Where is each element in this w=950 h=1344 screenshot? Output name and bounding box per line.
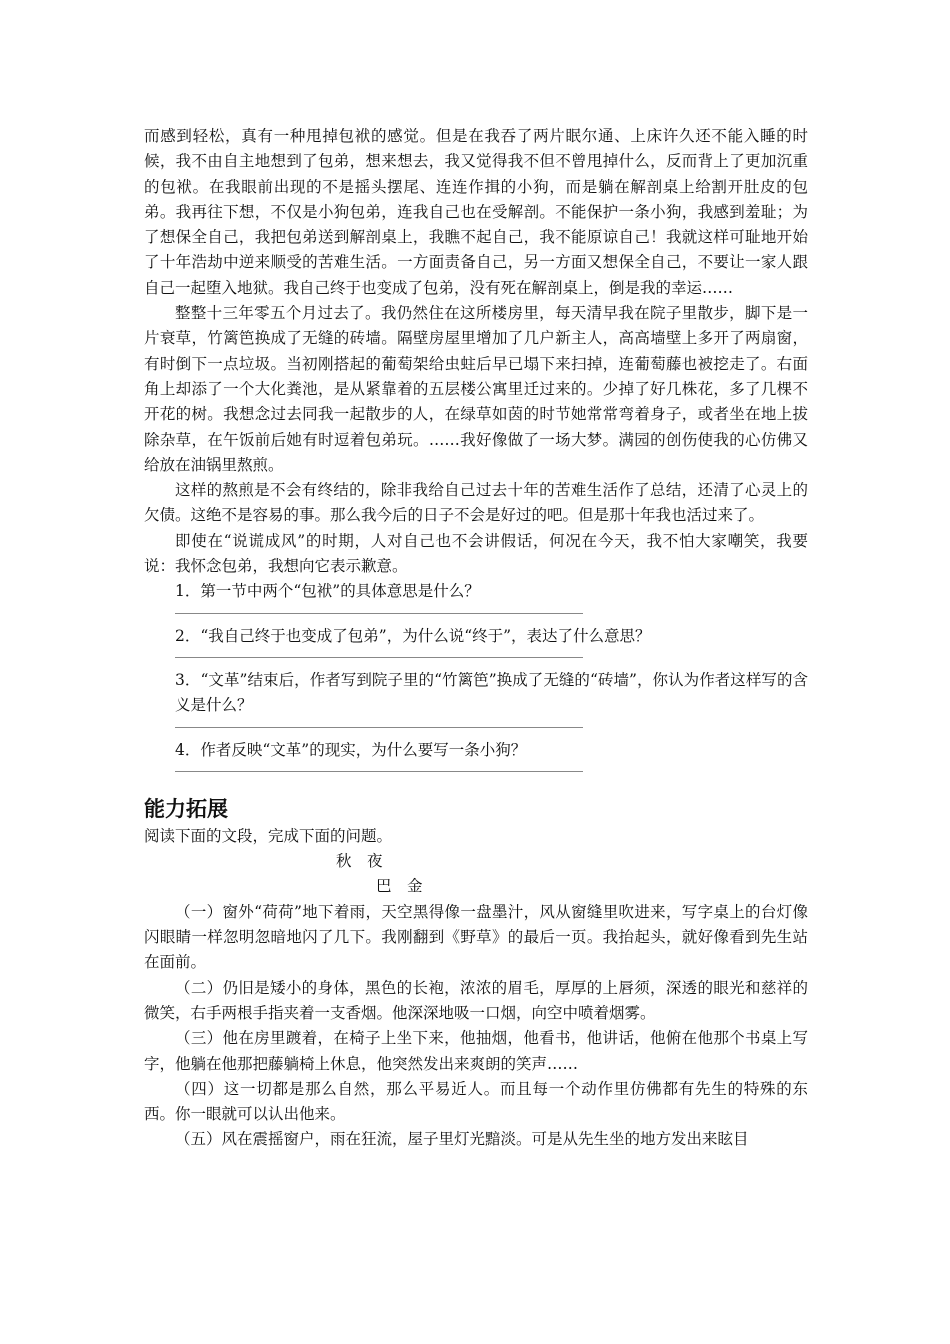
section-heading: 能力拓展 — [144, 796, 228, 821]
essay-title: 秋 夜 — [336, 852, 383, 871]
essay-paragraph-2: （二）仍旧是矮小的身体，黑色的长袍，浓浓的眉毛，厚厚的上唇须，深透的眼光和慈祥的微笑，右手两根手指夹着一支香烟。他深深地吸一口烟，向空中喷着烟雾。 — [144, 978, 808, 1022]
essay-paragraph-3: （三）他在房里踱着，在椅子上坐下来，他抽烟，他看书，他讲话，他俯在他那个书桌上写字，他躺在他那把藤躺椅上休息，他突然发出来爽朗的笑声…… — [144, 1029, 808, 1073]
document-page — [144, 124, 808, 1153]
question-2: 2．“我自己终于也变成了包弟”，为什么说“终于”，表达了什么意思？ — [175, 626, 651, 645]
reading-instruction: 阅读下面的文段，完成下面的问题。 — [144, 826, 393, 845]
essay-paragraph-4: （四）这一切都是那么自然，那么平易近人。而且每一个动作里仿佛都有先生的特殊的东西。你一眼就可以认出他来。 — [144, 1079, 808, 1124]
passage-paragraph-4: 即使在“说谎成风”的时期，人对自己也不会讲假话，何况在今天，我不怕大家嘲笑，我要说：我怀念包弟，我想向它表示歉意。 — [144, 531, 808, 576]
essay-author: 巴 金 — [376, 877, 423, 896]
question-1: 1．第一节中两个“包袱”的具体意思是什么？ — [175, 582, 480, 601]
answer-line-1[interactable] — [175, 613, 583, 614]
question-3: 3．“文革”结束后，作者写到院子里的“竹篱笆”换成了无缝的“砖墙”，你认为作者这样写的含义是什么？ — [175, 670, 808, 715]
answer-line-3[interactable] — [175, 727, 583, 728]
essay-paragraph-1: （一）窗外“荷荷”地下着雨，天空黑得像一盘墨汁，风从窗缝里吹进来，写字桌上的台灯像闪眼睛一样忽明忽暗地闪了几下。我刚翻到《野草》的最后一页。我抬起头，就好像看到先生站在面前。 — [144, 902, 808, 972]
passage-paragraph-2: 整整十三年零五个月过去了。我仍然住在这所楼房里，每天清早我在院子里散步，脚下是一片衰草，竹篱笆换成了无缝的砖墙。隔壁房屋里增加了几户新主人，高高墙壁上多开了两扇窗，有时倒下一点垃圾。当初刚搭起的葡萄架给虫蛀后早已塌下来扫掉，连葡萄藤也被挖走了。右面角上却添了一个大化粪池，是从紧靠着的五层楼公寓里迁过来的。少掉了好几株花，多了几棵不开花的树。我想念过去同我一起散步的人，在绿草如茵的时节她常常弯着身子，或者坐在地上拔除杂草，在午饭前后她有时逗着包弟玩。……我好像做了一场大梦。满园的创伤使我的心仿佛又给放在油锅里熬煎。 — [144, 304, 808, 474]
essay-paragraph-5: （五）风在震摇窗户，雨在狂流，屋子里灯光黯淡。可是从先生坐的地方发出来眩目 — [175, 1130, 749, 1149]
question-4: 4．作者反映“文革”的现实，为什么要写一条小狗？ — [175, 740, 527, 759]
passage-paragraph-3: 这样的熬煎是不会有终结的，除非我给自己过去十年的苦难生活作了总结，还清了心灵上的欠债。这绝不是容易的事。那么我今后的日子不会是好过的吧。但是那十年我也活过来了。 — [144, 481, 808, 525]
answer-line-2[interactable] — [175, 657, 583, 658]
passage-paragraph-1: 而感到轻松，真有一种甩掉包袱的感觉。但是在我吞了两片眠尔通、上床许久还不能入睡的时候，我不由自主地想到了包弟，想来想去，我又觉得我不但不曾甩掉什么，反而背上了更加沉重的包袱。在我眼前出现的不是摇头摆尾、连连作揖的小狗，而是躺在解剖桌上给割开肚皮的包弟。我再往下想，不仅是小狗包弟，连我自己也在受解剖。不能保护一条小狗，我感到羞耻；为了想保全自己，我把包弟送到解剖桌上，我瞧不起自己，我不能原谅自己！我就这样可耻地开始了十年浩劫中逆来顺受的苦难生活。一方面责备自己，另一方面又想保全自己，不要让一家人跟自己一起堕入地狱。我自己终于也变成了包弟，没有死在解剖桌上，倒是我的幸运…… — [144, 127, 808, 297]
answer-line-4[interactable] — [175, 771, 583, 772]
